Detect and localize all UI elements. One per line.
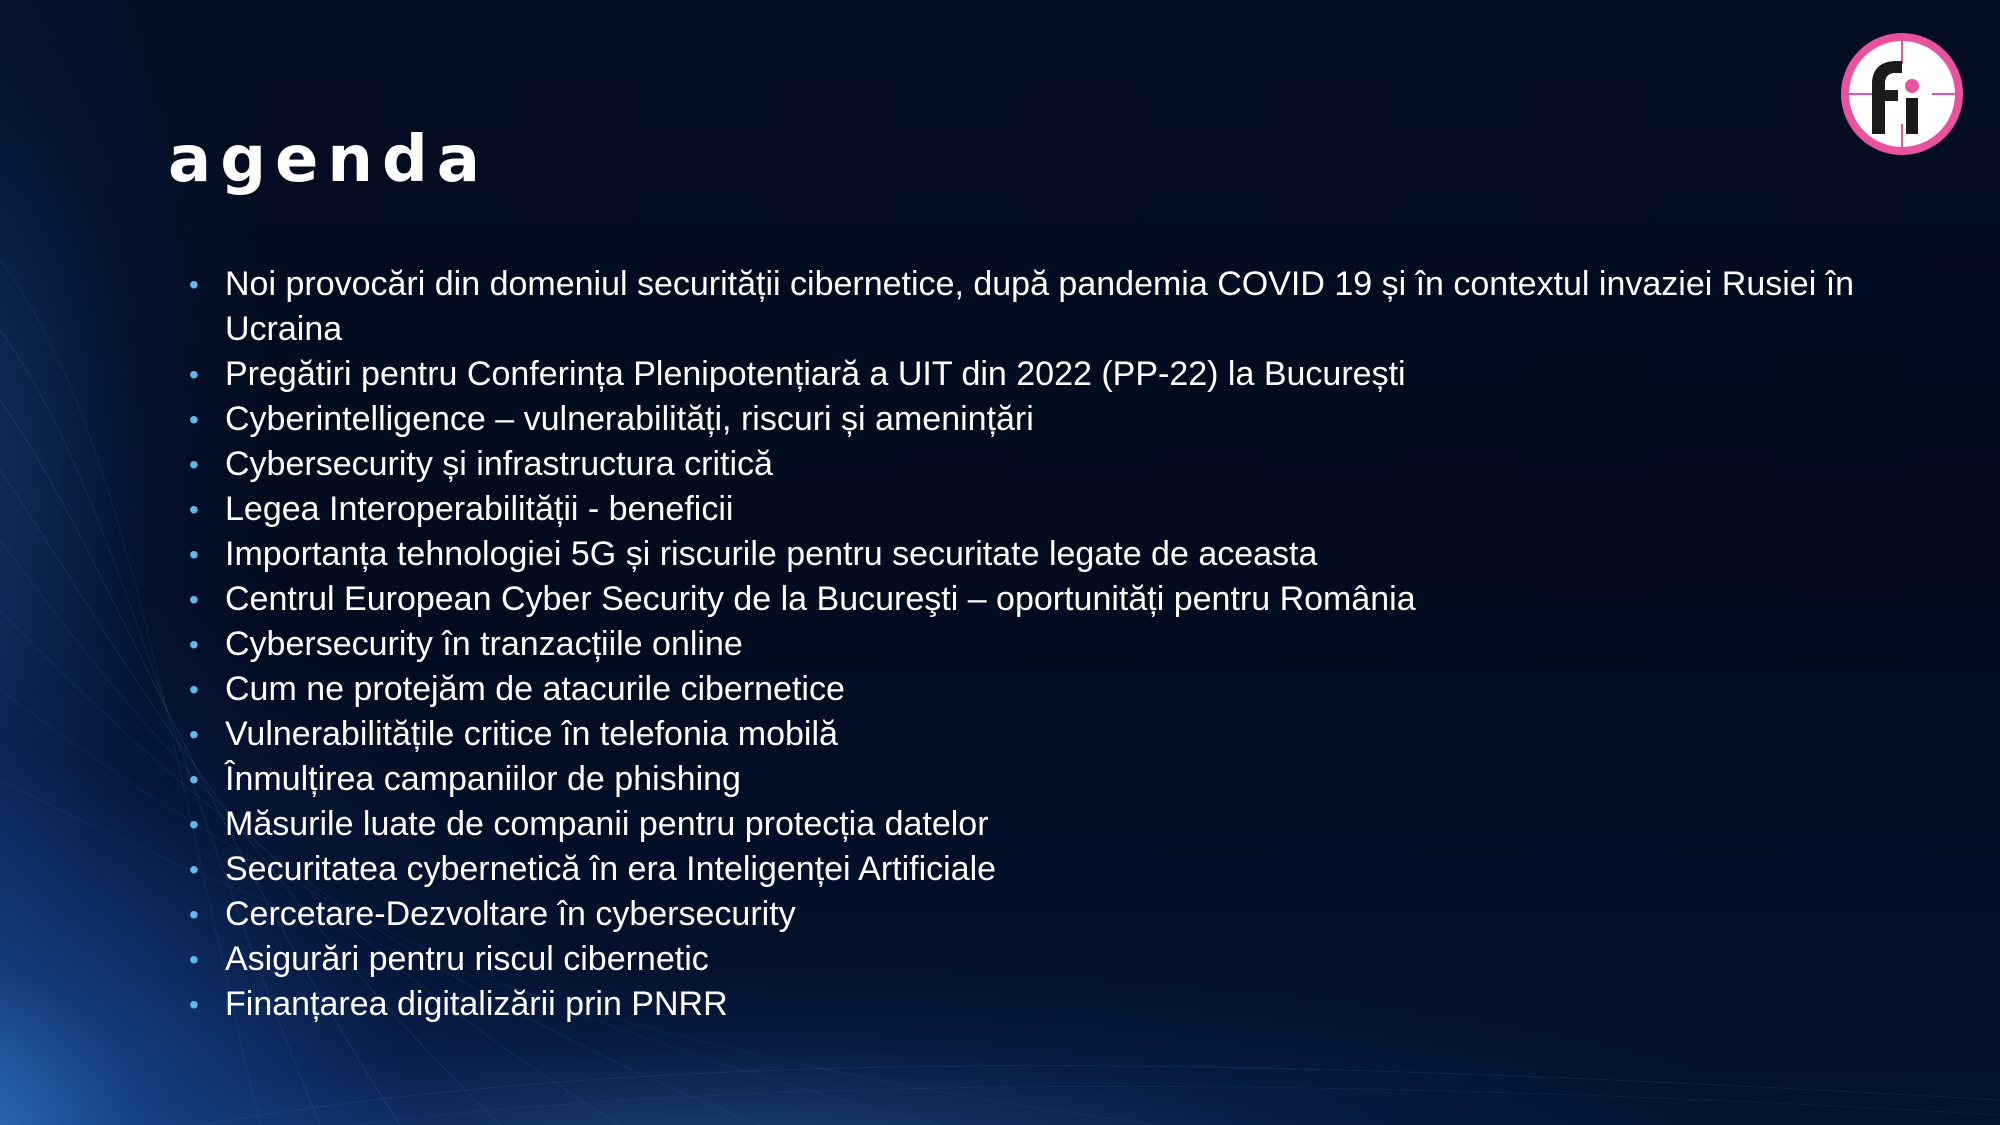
agenda-item — [185, 802, 1900, 847]
agenda-item — [185, 577, 1900, 622]
agenda-item-text: Importanța tehnologiei 5G și riscurile pentru securitate legate de aceasta — [225, 535, 1318, 573]
agenda-item-text: Cybersecurity și infrastructura critică — [225, 445, 773, 483]
agenda-item-text: Centrul European Cyber Security de la Bucureşti – oportunități pentru România — [225, 580, 1416, 618]
agenda-item-text: Vulnerabilitățile critice în telefonia mobilă — [225, 715, 838, 753]
bullet-icon: • — [189, 629, 199, 660]
agenda-item — [185, 487, 1900, 532]
agenda-item-text: Cercetare-Dezvoltare în cybersecurity — [225, 895, 796, 933]
agenda-item — [185, 262, 1900, 352]
bullet-icon: • — [189, 449, 199, 480]
bullet-icon: • — [189, 899, 199, 930]
bullet-icon: • — [189, 494, 199, 525]
bullet-icon: • — [189, 764, 199, 795]
agenda-item-text: Înmulțirea campaniilor de phishing — [225, 760, 741, 798]
agenda-item — [185, 847, 1900, 892]
bullet-icon: • — [189, 989, 199, 1020]
agenda-item-text: Asigurări pentru riscul cibernetic — [225, 940, 709, 978]
agenda-item-text: Legea Interoperabilității - beneficii — [225, 490, 734, 528]
bullet-icon: • — [189, 539, 199, 570]
bullet-icon: • — [189, 359, 199, 390]
agenda-item — [185, 622, 1900, 667]
fi-logo-icon — [1838, 30, 1966, 158]
bullet-icon: • — [189, 269, 199, 300]
agenda-item-text: Cyberintelligence – vulnerabilități, riscuri și amenințări — [225, 400, 1034, 438]
agenda-item-text: Măsurile luate de companii pentru protecția datelor — [225, 805, 989, 843]
agenda-item — [185, 712, 1900, 757]
bullet-icon: • — [189, 854, 199, 885]
agenda-item — [185, 667, 1900, 712]
agenda-list — [185, 262, 1900, 1027]
bullet-icon: • — [189, 584, 199, 615]
agenda-item — [185, 982, 1900, 1027]
agenda-item-text: Securitatea cybernetică în era Inteligenței Artificiale — [225, 850, 997, 888]
slide-title: agenda — [168, 123, 489, 197]
agenda-item — [185, 442, 1900, 487]
agenda-item — [185, 757, 1900, 802]
agenda-item — [185, 352, 1900, 397]
bullet-icon: • — [189, 944, 199, 975]
bullet-icon: • — [189, 809, 199, 840]
agenda-item-text: Noi provocări din domeniul securității cibernetice, după pandemia COVID 19 și în contextul invaziei Rusiei în Ucraina — [225, 265, 1855, 348]
bullet-icon: • — [189, 674, 199, 705]
agenda-item — [185, 937, 1900, 982]
agenda-item-text: Finanțarea digitalizării prin PNRR — [225, 985, 728, 1023]
bullet-icon: • — [189, 404, 199, 435]
agenda-item-text: Pregătiri pentru Conferința Plenipotențiară a UIT din 2022 (PP-22) la București — [225, 355, 1406, 393]
bullet-icon: • — [189, 719, 199, 750]
agenda-item — [185, 892, 1900, 937]
agenda-item — [185, 532, 1900, 577]
agenda-item — [185, 397, 1900, 442]
agenda-item-text: Cybersecurity în tranzacțiile online — [225, 625, 743, 663]
agenda-item-text: Cum ne protejăm de atacurile cibernetice — [225, 670, 845, 708]
